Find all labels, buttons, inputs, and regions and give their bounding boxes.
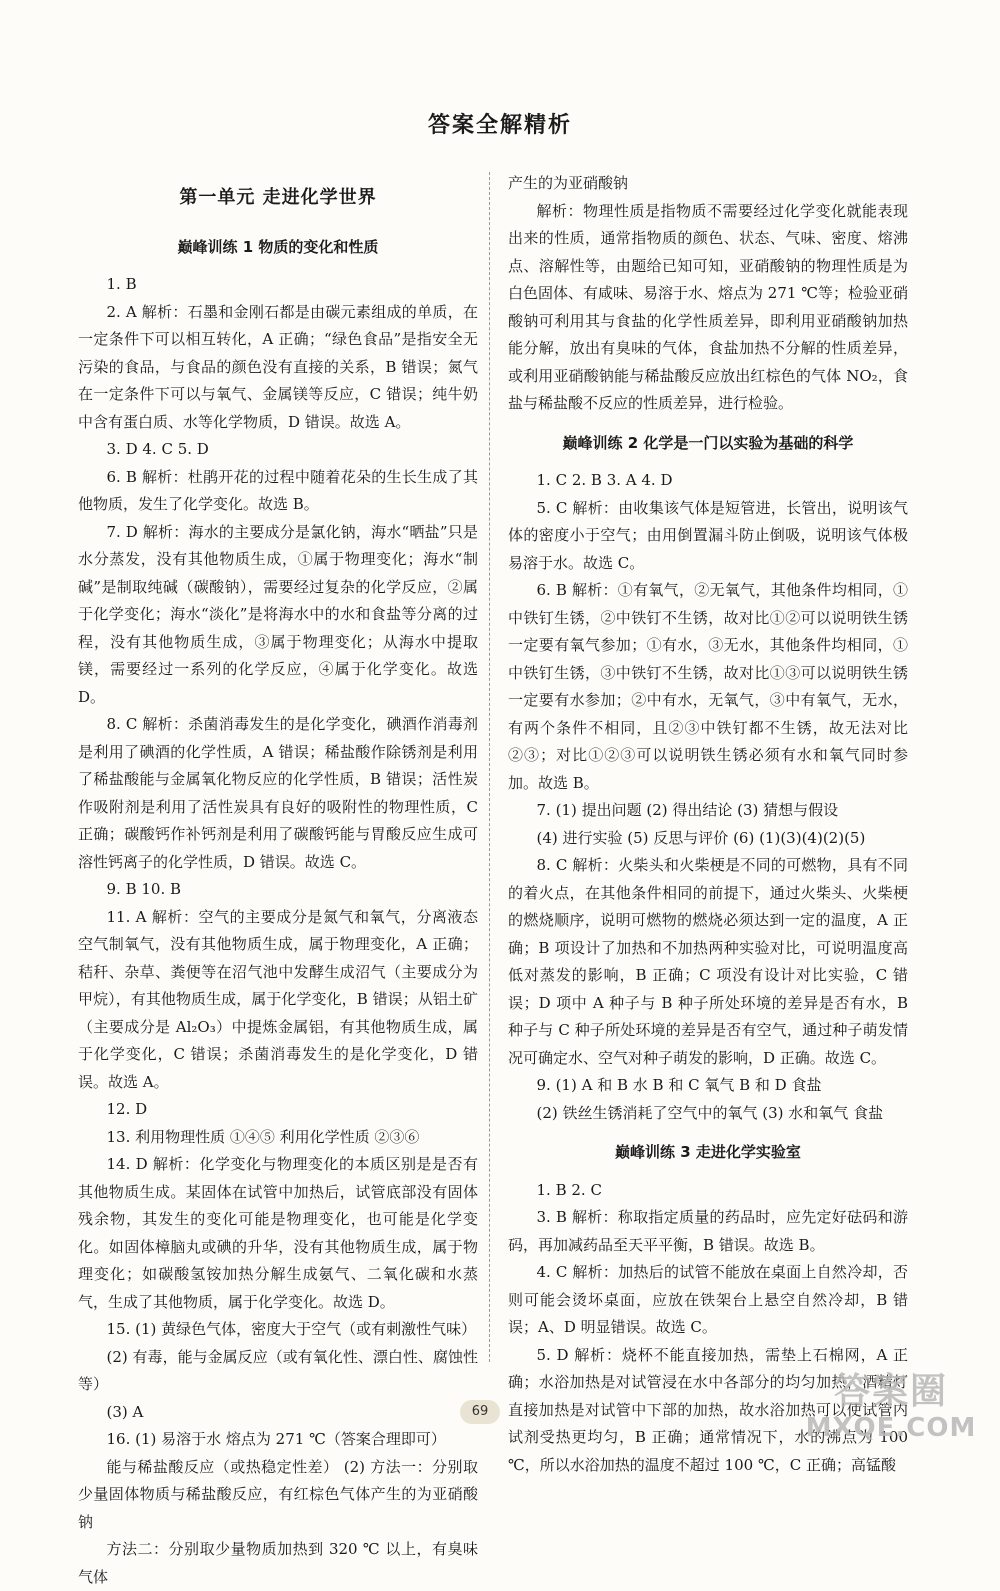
answer-paragraph: (3) A — [106, 1402, 144, 1421]
section-title-3: 巅峰训练 3 走进化学实验室 — [615, 1143, 801, 1161]
answer-paragraph: 6. B 解析：杜鹃开花的过程中随着花朵的生长生成了其他物质，发生了化学变化。故选 B。 — [78, 467, 478, 513]
answer-paragraph: 14. D 解析：化学变化与物理变化的本质区别是是否有其他物质生成。某固体在试管中加热后，试管底部没有固体残余物，其发生的变化可能是物理变化，也可能是化学变化。如固体樟脑丸或碘的升华，没有其他物质生成，属于物理变化；如碳酸氢铵加热分解生成氨气、二氧化碳和水蒸气，生成了其他物质，属于化学变化。故选 D。 — [78, 1155, 478, 1311]
answer-paragraph: 13. 利用物理性质 ①④⑤ 利用化学性质 ②③⑥ — [106, 1127, 420, 1146]
answer-paragraph: 11. A 解析：空气的主要成分是氮气和氧气，分离液态空气制氧气，没有其他物质生成，属于物理变化，A 正确；秸秆、杂草、粪便等在沼气池中发酵生成沼气（主要成分为甲烷），有其他物质生成，属于化学变化，B 错误；从铝土矿（主要成分是 Al₂O₃）中提炼金属铝，有其他物质生成，属于化学变化，C 错误；杀菌消毒发生的是化学变化，D 错误。故选 A。 — [78, 907, 478, 1091]
answer-paragraph: 2. A 解析：石墨和金刚石都是由碳元素组成的单质，在一定条件下可以相互转化，A 正确；“绿色食品”是指安全无污染的食品，与食品的颜色没有直接的关系，B 错误；氮气在一定条件下可以与氧气、金属镁等反应，C 错误；纯牛奶中含有蛋白质、水等化学物质，D 错误。故选 A。 — [78, 302, 478, 431]
answer-paragraph: 产生的为亚硝酸钠 — [508, 174, 629, 192]
answer-paragraph: 16. (1) 易溶于水 熔点为 271 ℃（答案合理即可） — [106, 1430, 446, 1448]
left-column — [78, 170, 478, 1591]
answer-paragraph: 方法二：分别取少量物质加热到 320 ℃ 以上，有臭味气体 — [78, 1540, 478, 1586]
answer-paragraph: 7. (1) 提出问题 (2) 得出结论 (3) 猜想与假设 — [536, 801, 839, 819]
answer-paragraph: (2) 有毒，能与金属反应（或有氧化性、漂白性、腐蚀性等） — [78, 1347, 478, 1393]
right-column — [508, 170, 908, 1479]
right-paragraphs-b — [508, 467, 908, 1127]
unit-title: 第一单元 走进化学世界 — [179, 187, 377, 208]
left-paragraphs — [78, 271, 478, 1591]
watermark-bottom: MXQE.COM — [805, 1413, 977, 1443]
watermark-top: 答案圈 — [833, 1371, 948, 1412]
answer-paragraph: 1. B — [106, 275, 137, 293]
answer-paragraph: 1. B 2. C — [536, 1180, 602, 1199]
answer-paragraph: (2) 铁丝生锈消耗了空气中的氧气 (3) 水和氧气 食盐 — [536, 1103, 884, 1122]
column-divider — [489, 172, 490, 1362]
section-title-1: 巅峰训练 1 物质的变化和性质 — [177, 237, 379, 256]
answer-paragraph: 5. C 解析：由收集该气体是短管进，长管出，说明该气体的密度小于空气；由用倒置漏斗防止倒吸，说明该气体极易溶于水。故选 C。 — [508, 498, 908, 572]
answer-paragraph: 4. C 解析：加热后的试管不能放在桌面上自然冷却，否则可能会烫坏桌面，应放在铁架台上悬空自然冷却，B 错误；A、D 明显错误。故选 C。 — [508, 1263, 908, 1336]
answer-paragraph: 能与稀盐酸反应（或热稳定性差） (2) 方法一：分别取少量固体物质与稀盐酸反应，有红棕色气体产生的为亚硝酸钠 — [78, 1457, 478, 1531]
answer-paragraph: 1. C 2. B 3. A 4. D — [536, 471, 673, 489]
answer-paragraph: 7. D 解析：海水的主要成分是氯化钠，海水“晒盐”只是水分蒸发，没有其他物质生成，①属于物理变化；海水“制碱”是制取纯碱（碳酸钠），需要经过复杂的化学反应，②属于化学变化；海水“淡化”是将海水中的水和食盐等分离的过程，没有其他物质生成，③属于物理变化；从海水中提取镁，需要经过一系列的化学反应，④属于化学变化。故选 D。 — [78, 522, 478, 706]
answer-paragraph: 8. C 解析：火柴头和火柴梗是不同的可燃物，具有不同的着火点，在其他条件相同的前提下，通过火柴头、火柴梗的燃烧顺序，说明可燃物的燃烧必须达到一定的温度，A 正确；B 项设计了加热和不加热两种实验对比，可说明温度高低对蒸发的影响，B 正确；C 项没有设计对比实验，C 错误；D 项中 A 种子与 B 种子所处环境的差异是否有水，B 种子与 C 种子所处环境的差异是否有空气，通过种子萌发情况可确定水、空气对种子萌发的影响，D 正确。故选 C。 — [508, 856, 908, 1067]
answer-paragraph: 15. (1) 黄绿色气体，密度大于空气（或有刺激性气味） — [106, 1320, 477, 1338]
answer-paragraph: 9. (1) A 和 B 水 B 和 C 氧气 B 和 D 食盐 — [536, 1076, 822, 1094]
answer-paragraph: 解析：物理性质是指物质不需要经过化学变化就能表现出来的性质，通常指物质的颜色、状态、气味、密度、熔沸点、溶解性等，由题给已知可知，亚硝酸钠的物理性质是为白色固体、有咸味、易溶于水、熔点为 271 ℃等；检验亚硝酸钠可利用其与食盐的化学性质差异，即利用亚硝酸钠加热能分解，放出有臭味的气体，食盐加热不分解的性质差异，或利用亚硝酸钠能与稀盐酸反应放出红棕色的气体 NO₂，食盐与稀盐酸不反应的性质差异，进行检验。 — [508, 201, 908, 412]
right-paragraphs-a — [508, 170, 908, 418]
page-number: 69 — [460, 1400, 500, 1424]
answer-paragraph: 3. D 4. C 5. D — [106, 440, 209, 458]
page-title: 答案全解精析 — [427, 113, 572, 138]
answer-paragraph: (4) 进行实验 (5) 反思与评价 (6) (1)(3)(4)(2)(5) — [536, 828, 866, 847]
answer-paragraph: 6. B 解析：①有氧气，②无氧气，其他条件均相同，①中铁钉生锈，②中铁钉不生锈，故对比①②可以说明铁生锈一定要有氧气参加；①有水，③无水，其他条件均相同，①中铁钉生锈，③中铁钉不生锈，故对比①③可以说明铁生锈一定要有水参加；②中有水，无氧气，③中有氧气，无水，有两个条件不相同，且②③中铁钉都不生锈，故无法对比②③；对比①②③可以说明铁生锈必须有水和氧气同时参加。故选 B。 — [508, 581, 908, 792]
section-title-2: 巅峰训练 2 化学是一门以实验为基础的科学 — [562, 433, 854, 452]
watermark-logo — [796, 1371, 986, 1449]
answer-paragraph: 9. B 10. B — [106, 880, 182, 898]
answer-paragraph: 5. D 解析：烧杯不能直接加热，需垫上石棉网，A 正确；水浴加热是对试管浸在水中各部分的均匀加热，酒精灯直接加热是对试管中下部的加热，故水浴加热可以使试管内试剂受热更均匀，B 正确；通常情况下，水的沸点为 100 ℃，所以水浴加热的温度不超过 100 ℃，C 正确；高锰酸 — [508, 1345, 908, 1474]
answer-paragraph: 8. C 解析：杀菌消毒发生的是化学变化，碘酒作消毒剂是利用了碘酒的化学性质，A 错误；稀盐酸作除锈剂是利用了稀盐酸能与金属氧化物反应的化学性质，B 错误；活性炭作吸附剂是利用了活性炭具有良好的吸附性的物理性质，C 正确；碳酸钙作补钙剂是利用了碳酸钙能与胃酸反应生成可溶性钙离子的化学性质，D 错误。故选 C。 — [78, 715, 478, 871]
answer-paragraph: 3. B 解析：称取指定质量的药品时，应先定好砝码和游码，再加减药品至天平平衡，B 错误。故选 B。 — [508, 1208, 908, 1254]
answer-paragraph: 12. D — [106, 1100, 148, 1118]
